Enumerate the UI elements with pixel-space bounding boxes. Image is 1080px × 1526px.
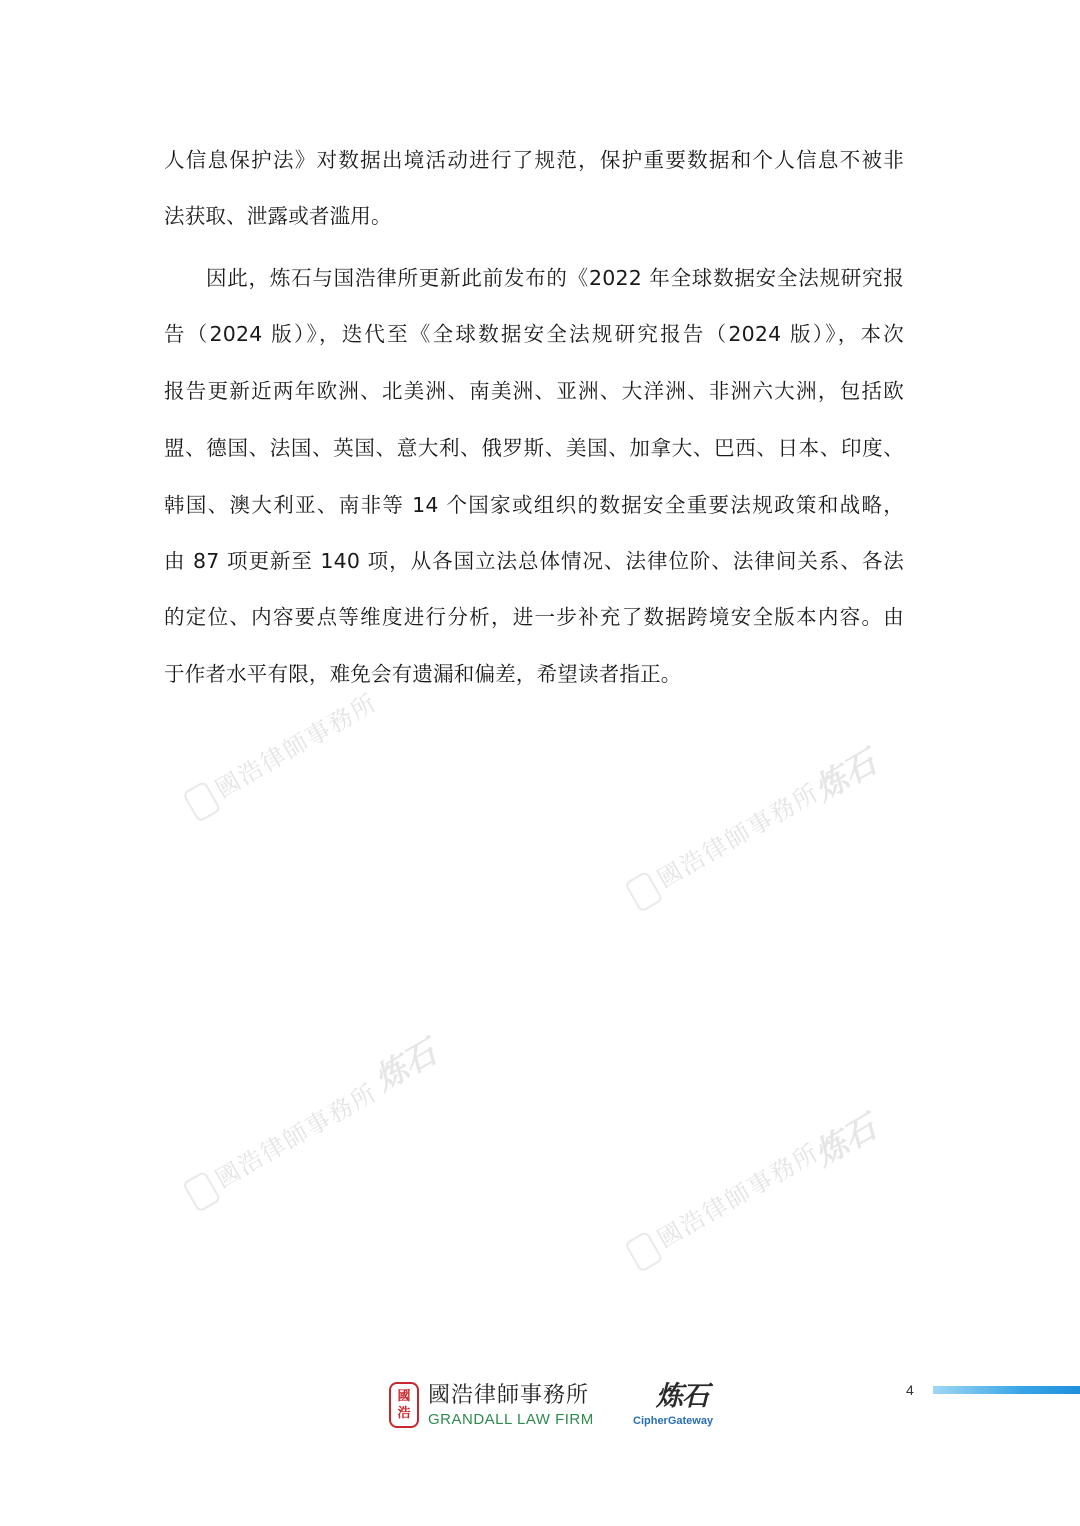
law-firm-seal-icon: 國 浩: [389, 1382, 419, 1428]
watermark-stone: 炼石: [808, 743, 883, 809]
body-text-line: 人信息保护法》对数据出境活动进行了规范，保护重要数据和个人信息不被非: [164, 148, 904, 172]
watermark-law-firm: 國浩律師事務所: [622, 1133, 826, 1273]
page-number: 4: [906, 1382, 914, 1398]
watermark-law-firm: 國浩律師事務所: [180, 683, 384, 823]
body-text-line: 韩国、澳大利亚、南非等 14 个国家或组织的数据安全重要法规政策和战略，: [164, 493, 904, 517]
body-text-line: 因此，炼石与国浩律所更新此前发布的《2022 年全球数据安全法规研究报: [206, 266, 904, 290]
watermark-stone: 炼石: [368, 1033, 443, 1099]
body-text-line: 盟、德国、法国、英国、意大利、俄罗斯、美国、加拿大、巴西、日本、印度、: [164, 436, 904, 460]
body-text-line: 于作者水平有限，难免会有遗漏和偏差，希望读者指正。: [164, 662, 682, 686]
law-firm-name-en: GRANDALL LAW FIRM: [428, 1411, 594, 1428]
page-accent-bar: [933, 1386, 1080, 1394]
law-firm-name-cn: 國浩律師事務所: [428, 1383, 590, 1408]
ciphergateway-logo-en: CipherGateway: [633, 1415, 714, 1427]
watermark-law-firm: 國浩律師事務所: [622, 773, 826, 913]
body-text-line: 的定位、内容要点等维度进行分析，进一步补充了数据跨境安全版本内容。由: [164, 605, 904, 629]
ciphergateway-logo-cn: 炼石: [656, 1381, 708, 1412]
watermark-law-firm: 國浩律師事務所: [180, 1073, 384, 1213]
watermark-stone: 炼石: [808, 1108, 883, 1174]
body-text-line: 报告更新近两年欧洲、北美洲、南美洲、亚洲、大洋洲、非洲六大洲，包括欧: [164, 379, 904, 403]
body-text-line: 法获取、泄露或者滥用。: [164, 204, 392, 228]
body-text-line: 告（2024 版）》，迭代至《全球数据安全法规研究报告（2024 版）》，本次: [164, 322, 904, 346]
body-text-line: 由 87 项更新至 140 项，从各国立法总体情况、法律位阶、法律间关系、各法: [164, 549, 904, 573]
